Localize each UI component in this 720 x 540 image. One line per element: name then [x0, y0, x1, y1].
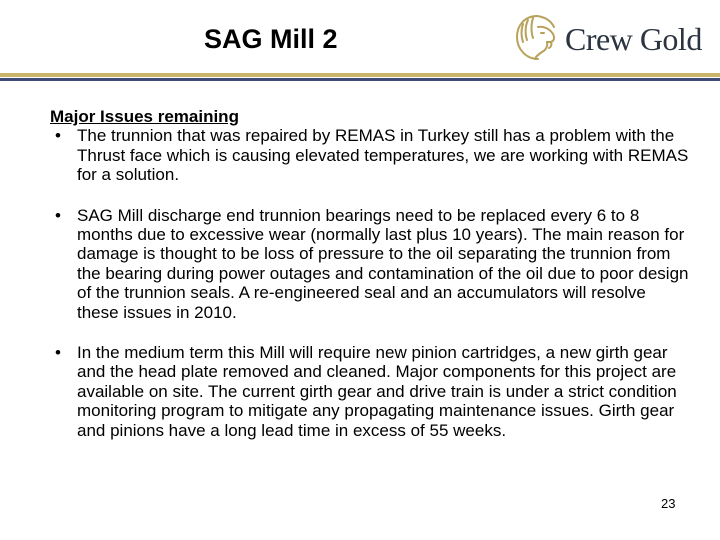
slide-body	[50, 107, 690, 461]
issues-list	[50, 126, 690, 440]
section-heading: Major Issues remaining	[50, 107, 239, 126]
issue-text: The trunnion that was repaired by REMAS in Turkey still has a problem with the Thrust face which is causing elevated temperatures, we are working with REMAS for a solution.	[77, 126, 689, 185]
issue-text: SAG Mill discharge end trunnion bearings need to be replaced every 6 to 8 months due to excessive wear (normally last plus 10 years). The main reason for damage is thought to be loss of pressure to the oil separating the trunnion from the bearing during power outages and contamination of the oil due to poor design of the trunnion seals. A re-engineered seal and an accumulators will resolve these issues in 2010.	[77, 205, 689, 322]
bullet: •	[55, 205, 61, 225]
list-item	[50, 343, 690, 440]
slide-title: SAG Mill 2	[204, 24, 338, 54]
header-divider	[0, 73, 720, 81]
issue-text: In the medium term this Mill will require new pinion cartridges, a new girth gear and the head plate removed and cleaned. Major components for this project are available on site. The current girth gear and drive train is under a strict condition monitoring program to mitigate any propagating maintenance issues. Girth gear and pinions have a long lead time in excess of 55 weeks.	[77, 343, 677, 440]
lion-head-icon	[511, 12, 563, 64]
crew-gold-logo	[511, 10, 707, 66]
list-item	[50, 206, 690, 322]
list-item	[50, 126, 690, 184]
bullet: •	[55, 126, 61, 146]
page-number: 23	[661, 496, 676, 511]
bullet: •	[55, 343, 61, 363]
logo-wordmark: Crew Gold	[565, 21, 702, 57]
